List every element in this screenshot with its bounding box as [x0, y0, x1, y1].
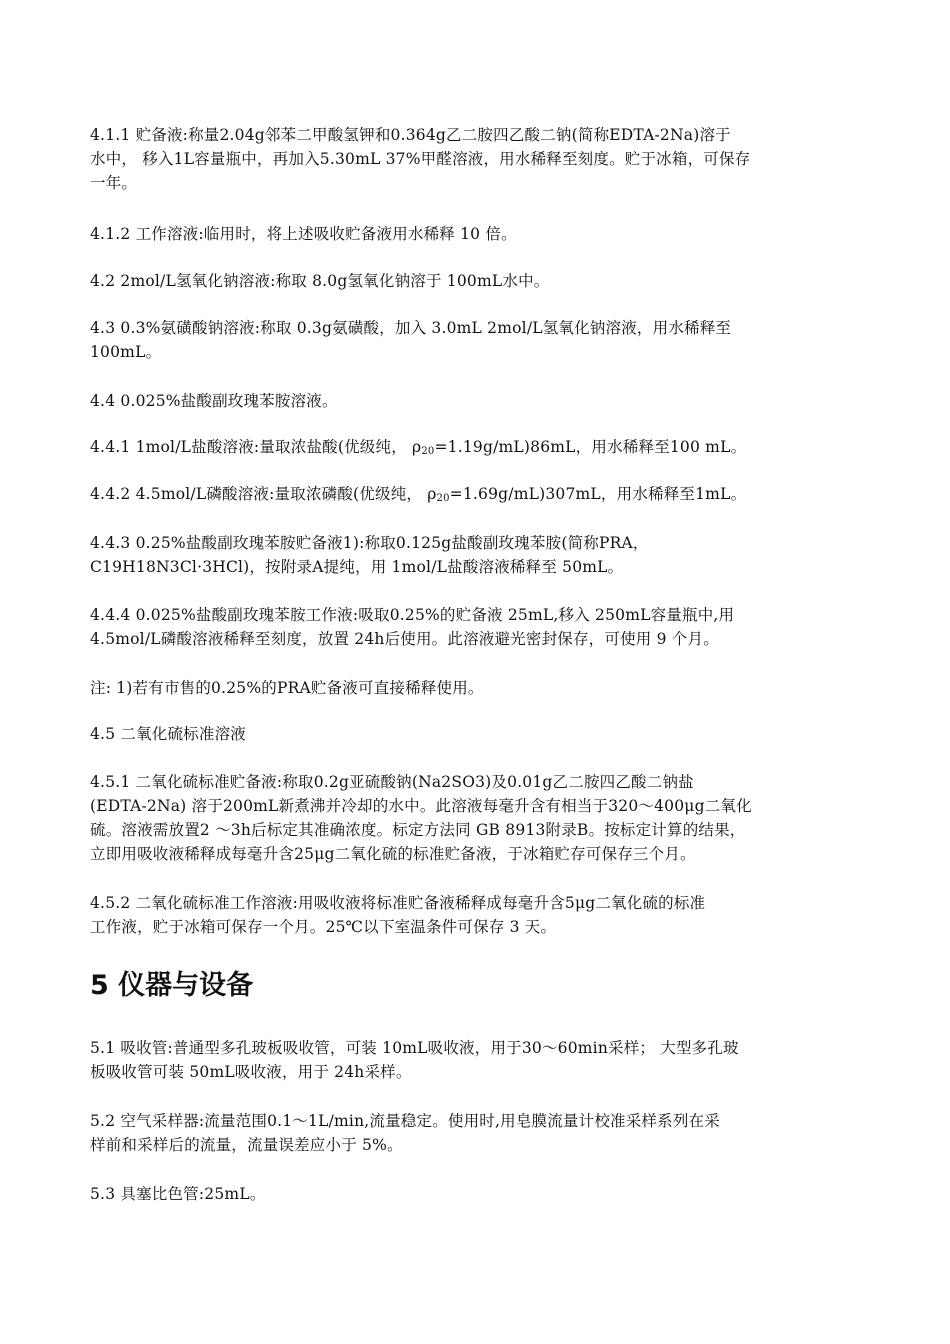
paragraph-4-4-3: [90, 531, 865, 579]
text-line: 5.1 吸收管:普通型多孔玻板吸收管，可装 10mL吸收液，用于30～60min采样； 大型多孔玻: [90, 1039, 739, 1057]
text-segment: =1.69g/mL)307mL，用水稀释至1mL。: [449, 485, 747, 503]
text-line: 4.5.1 二氧化硫标准贮备液:称取0.2g亚硫酸钠(Na2SO3)及0.01g乙二胺四乙酸二钠盐: [90, 773, 694, 791]
note: [90, 676, 865, 700]
text-line: 注: 1)若有市售的0.25%的PRA贮备液可直接稀释使用。: [90, 679, 484, 697]
text-line: (EDTA-2Na) 溶于200mL新煮沸并冷却的水中。此溶液每毫升含有相当于320～400μg二氧化: [90, 797, 752, 815]
section-heading-5: 5 仪器与设备: [90, 970, 254, 1001]
text-line: 4.4 0.025%盐酸副玫瑰苯胺溶液。: [90, 392, 338, 410]
text-line: 工作液，贮于冰箱可保存一个月。25℃以下室温条件可保存 3 天。: [90, 918, 557, 936]
paragraph-4-4: [90, 389, 865, 413]
paragraph-4-4-2: [90, 482, 865, 511]
paragraph-5-2: [90, 1109, 865, 1157]
text-line: 样前和采样后的流量，流量误差应小于 5%。: [90, 1136, 403, 1154]
paragraph-5-1: [90, 1036, 865, 1084]
subscript: 20: [421, 446, 435, 457]
paragraph-4-5-1: [90, 770, 865, 866]
text-line: 4.2 2mol/L氢氧化钠溶液:称取 8.0g氢氧化钠溶于 100mL水中。: [90, 272, 550, 290]
text-line: 板吸收管可装 50mL吸收液，用于 24h采样。: [90, 1063, 412, 1081]
text-line: 4.1.1 贮备液:称量2.04g邻苯二甲酸氢钾和0.364g乙二胺四乙酸二钠(简称EDTA-2Na)溶于: [90, 126, 731, 144]
text-line: 4.1.2 工作溶液:临用时，将上述吸收贮备液用水稀释 10 倍。: [90, 225, 517, 243]
text-segment: 4.4.1 1mol/L盐酸溶液:量取浓盐酸(优级纯， ρ: [90, 438, 422, 456]
subscript: 20: [436, 493, 450, 504]
text-line: 4.5.2 二氧化硫标准工作溶液:用吸收液将标准贮备液稀释成每毫升含5μg二氧化硫的标准: [90, 894, 706, 912]
paragraph-4-4-4: [90, 603, 865, 651]
paragraph-4-5-2: [90, 891, 865, 939]
text-line: 4.3 0.3%氨磺酸钠溶液:称取 0.3g氨磺酸，加入 3.0mL 2mol/L氢氧化钠溶液，用水稀释至: [90, 319, 732, 337]
text-line: [90, 435, 865, 464]
text-line: 5.2 空气采样器:流量范围0.1～1L/min,流量稳定。使用时,用皂膜流量计校准采样系列在采: [90, 1112, 720, 1130]
paragraph-4-1-2: [90, 222, 865, 246]
text-line: C19H18N3Cl·3HCl)，按附录A提纯，用 1mol/L盐酸溶液稀释至 50mL。: [90, 558, 624, 576]
text-line: 4.4.3 0.25%盐酸副玫瑰苯胺贮备液1):称取0.125g盐酸副玫瑰苯胺(简称PRA，: [90, 534, 649, 552]
text-line: 一年。: [90, 174, 138, 192]
text-line: 立即用吸收液稀释成每毫升含25μg二氧化硫的标准贮备液，于冰箱贮存可保存三个月。: [90, 845, 696, 863]
text-line: 4.5 二氧化硫标准溶液: [90, 725, 246, 743]
text-line: 4.4.4 0.025%盐酸副玫瑰苯胺工作液:吸取0.25%的贮备液 25mL,移入 250mL容量瓶中,用: [90, 606, 735, 624]
paragraph-4-5: [90, 722, 865, 746]
paragraph-4-1-1: [90, 123, 865, 195]
text-line: 4.5mol/L磷酸溶液稀释至刻度，放置 24h后使用。此溶液避光密封保存，可使用 9 个月。: [90, 630, 719, 648]
text-line: 100mL。: [90, 343, 162, 361]
text-line: 硫。溶液需放置2 ～3h后标定其准确浓度。标定方法同 GB 8913附录B。按标定计算的结果，: [90, 821, 746, 839]
text-line: [90, 482, 865, 511]
paragraph-4-3: [90, 316, 865, 364]
text-segment: 4.4.2 4.5mol/L磷酸溶液:量取浓磷酸(优级纯， ρ: [90, 485, 437, 503]
text-line: 水中， 移入1L容量瓶中，再加入5.30mL 37%甲醛溶液，用水稀释至刻度。贮于冰箱，可保存: [90, 150, 751, 168]
paragraph-5-3: [90, 1182, 865, 1206]
paragraph-4-4-1: [90, 435, 865, 464]
paragraph-4-2: [90, 269, 865, 293]
text-line: 5.3 具塞比色管:25mL。: [90, 1185, 266, 1203]
text-segment: =1.19g/mL)86mL，用水稀释至100 mL。: [434, 438, 747, 456]
